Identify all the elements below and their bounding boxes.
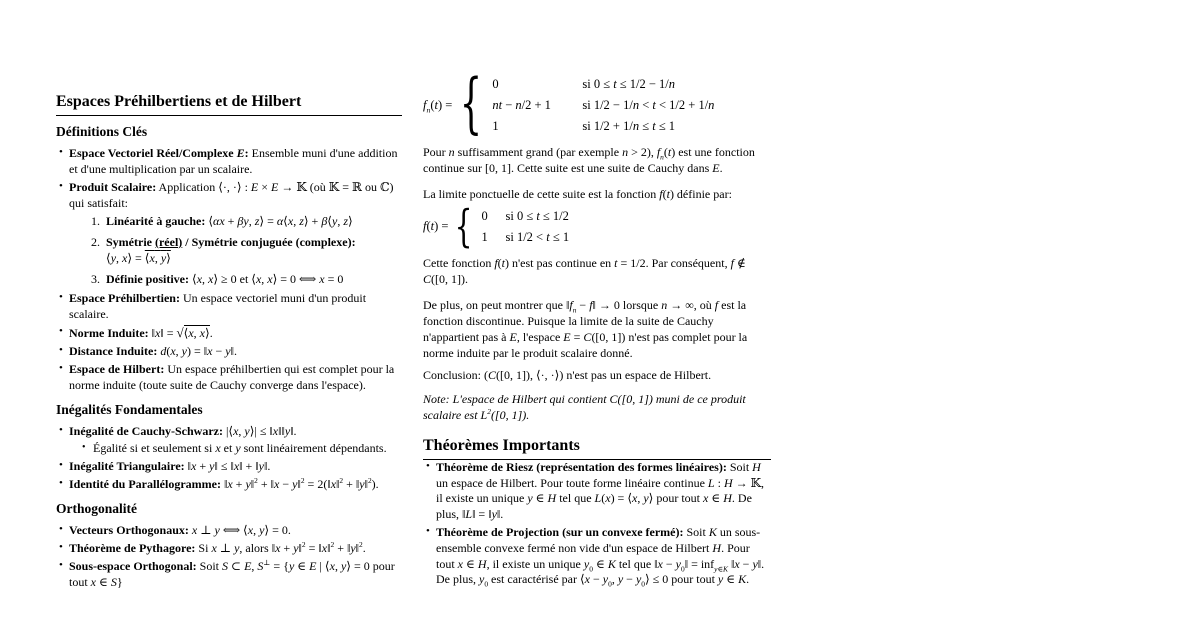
list-item (423, 525, 771, 588)
bullet-icon: • (59, 423, 63, 436)
list-item-text: Définie positive: ⟨x, x⟩ ≥ 0 et ⟨x, x⟩ = 0 ⟺ x = 0 (106, 271, 344, 286)
list-item-text: Norme Induite: ‖x‖ = √⟨x, x⟩. (69, 324, 213, 340)
list-item (56, 325, 402, 342)
bullet-icon: • (59, 541, 63, 554)
list-item-text: Linéarité à gauche: ⟨αx + βy, z⟩ = α⟨x, z⟩ + β⟨y, z⟩ (106, 214, 353, 229)
paragraph: La limite ponctuelle de cette suite est la fonction f(t) définie par: (423, 187, 732, 201)
list-item-text: Inégalité de Cauchy-Schwarz: |⟨x, y⟩| ≤ ‖x‖‖y‖. (69, 423, 297, 438)
math-display-equation (423, 66, 771, 142)
bullet-icon: • (59, 459, 63, 472)
cases-rows (481, 208, 569, 245)
bullet-icon: • (59, 559, 63, 572)
list-item-text: Espace de Hilbert: Un espace préhilbertien qui est complet pour la norme induite (toute suite de Cauchy converge dans l'espace). (69, 362, 395, 392)
cases-rows (492, 76, 714, 134)
list-item-text: Produit Scalaire: Application ⟨·, ·⟩ : E × E → 𝕂 (où 𝕂 = ℝ ou ℂ) qui satisfait: (69, 179, 394, 210)
bullet-icon: • (59, 290, 63, 303)
numbered-list (69, 213, 402, 287)
bullet-icon: • (426, 460, 430, 472)
bullet-icon: • (59, 522, 63, 535)
document-title: Espaces Préhilbertiens et de Hilbert (56, 92, 402, 116)
bullet-icon: • (59, 362, 63, 375)
bullet-icon: • (59, 179, 63, 192)
right-column (423, 66, 771, 591)
list-item-text: Distance Induite: d(x, y) = ‖x − y‖. (69, 344, 237, 359)
bullet-icon: • (59, 477, 63, 490)
case-condition: si 0 ≤ t ≤ 1/2 − 1/n (582, 77, 676, 91)
cases-brace: { (455, 200, 473, 253)
case-value: 1 (492, 119, 499, 133)
bullet-list (56, 523, 402, 591)
heading-theorems: Théorèmes Importants (423, 436, 771, 460)
item-number: 1. (91, 214, 100, 229)
list-item (56, 459, 402, 475)
list-item-text: Inégalité Triangulaire: ‖x + y‖ ≤ ‖x‖ + ‖y‖. (69, 459, 271, 474)
case-value: 0 (481, 209, 488, 223)
bullet-icon: • (426, 525, 430, 538)
paragraph: Cette fonction f(t) n'est pas continue en t = 1/2. Par conséquent, f ∉ C([0, 1]). (423, 256, 746, 286)
cases-brace: { (460, 66, 483, 142)
list-item-text: Espace Préhilbertien: Un espace vectoriel muni d'un produit scalaire. (69, 290, 367, 321)
item-number: 3. (91, 271, 100, 286)
list-item-text: Égalité si et seulement si x et y sont linéairement dépendants. (93, 441, 387, 456)
sub-list-item (69, 213, 402, 229)
sub-list-item (69, 271, 402, 287)
math-display-equation (423, 200, 771, 253)
paragraph: Note: L'espace de Hilbert qui contient C([0, 1]) muni de ce produit scalaire est $L^2([0$, 1]). (423, 392, 746, 422)
list-item (56, 362, 402, 393)
case-condition: si 1/2 − 1/n < t < 1/2 + 1/n (582, 98, 715, 112)
list-item-text: Sous-espace Orthogonal: Soit S ⊂ E, S⊥ = {y ∈ E | ⟨x, y⟩ = 0 pour tout x ∈ S} (69, 558, 395, 590)
bullet-icon: • (59, 146, 63, 158)
list-item (56, 291, 402, 322)
list-item (56, 180, 402, 287)
bullet-list (56, 424, 402, 493)
paragraph: De plus, on peut montrer que $‖f_n$ − f‖ → 0 lorsque n → ∞, où f est la fonction discontinue. Puisque la limite de la suite de Cauchy n'appartient pas à E, l'espace E = C([0, 1]) n'est pas complet pour la norme induite par le produit scalaire donné. (423, 298, 748, 360)
case-condition: si 0 ≤ t ≤ 1/2 (505, 209, 569, 223)
list-item-text: Identité du Parallélogramme: ‖x + y‖$^2$ + ‖x − y‖$^2$ = 2(‖x‖$^2$ + ‖y‖$^2$). (69, 476, 379, 492)
sub-list-item (69, 234, 402, 267)
heading-definitions: Définitions Clés (56, 124, 148, 139)
list-item-text: Théorème de Pythagore: Si x ⊥ y, alors ‖x + y‖$^2$ = ‖x‖$^2$ + ‖y‖$^2$. (69, 540, 366, 556)
bullet-list (56, 146, 402, 394)
list-item-text: Théorème de Riesz (représentation des formes linéaires): Soit H un espace de Hilbert. Pour toute forme linéaire continue L : H → 𝕂, il existe un unique y ∈ H tel que L(x) = ⟨x, y⟩ pour tout x ∈ H. De plus, ‖L‖ = ‖y‖. (436, 460, 765, 522)
sub-list-item (77, 441, 402, 456)
list-item-text: Vecteurs Orthogonaux: x ⊥ y ⟺ ⟨x, y⟩ = 0. (69, 522, 291, 537)
case-value: 0 (492, 77, 499, 91)
case-value: 1 (481, 230, 488, 244)
list-item-text: Espace Vectoriel Réel/Complexe E: Ensemble muni d'une addition et d'une multiplication par un scalaire. (69, 146, 398, 176)
equation-lhs: $f_n(t)$ = (423, 97, 453, 114)
list-item (56, 523, 402, 539)
list-item-text: Symétrie (réel) / Symétrie conjuguée (complexe): ⟨y, x⟩ = ⟨x, y⟩ (106, 234, 356, 266)
list-item (56, 477, 402, 493)
paragraph: Conclusion: (C([0, 1]), ⟨·, ·⟩) n'est pas un espace de Hilbert. (423, 368, 712, 382)
list-item (56, 146, 402, 177)
equation-lhs: f(t) = (423, 219, 449, 233)
left-column (56, 92, 402, 593)
paragraph: Pour n suffisamment grand (par exemple n > 2), $f_n(t)$ est une fonction continue sur [0, 1]. Cette suite est une suite de Cauchy dans E. (423, 145, 755, 175)
case-value: nt − n/2 + 1 (492, 98, 551, 112)
bullet-icon: • (59, 324, 63, 337)
heading-orthogonality: Orthogonalité (56, 500, 137, 516)
bullet-list (69, 441, 402, 456)
heading-inequalities: Inégalités Fondamentales (56, 401, 203, 417)
list-item (56, 559, 402, 590)
item-number: 2. (91, 234, 100, 249)
list-item-text: Théorème de Projection (sur un convexe fermé): Soit K un sous-ensemble convexe fermé non vide d'un espace de Hilbert H. Pour tout x ∈ H, il existe un unique $y_0$ ∈ K tel que ‖x − $y_0‖ = inf_{y\in K}$ ‖x − y‖. De plus, $y_0$ est caractérisé par ⟨x − $y_0$, $y - y_0⟩ \le 0$ pour tout y ∈ K. (436, 525, 765, 589)
case-condition: si 1/2 + 1/n ≤ t ≤ 1 (582, 119, 676, 133)
list-item (56, 344, 402, 360)
case-condition: si 1/2 < t ≤ 1 (505, 230, 570, 244)
list-item (56, 424, 402, 457)
bullet-list (423, 460, 771, 588)
list-item (423, 460, 771, 523)
list-item (56, 541, 402, 557)
bullet-icon: • (59, 344, 63, 357)
bullet-icon: • (82, 442, 86, 454)
